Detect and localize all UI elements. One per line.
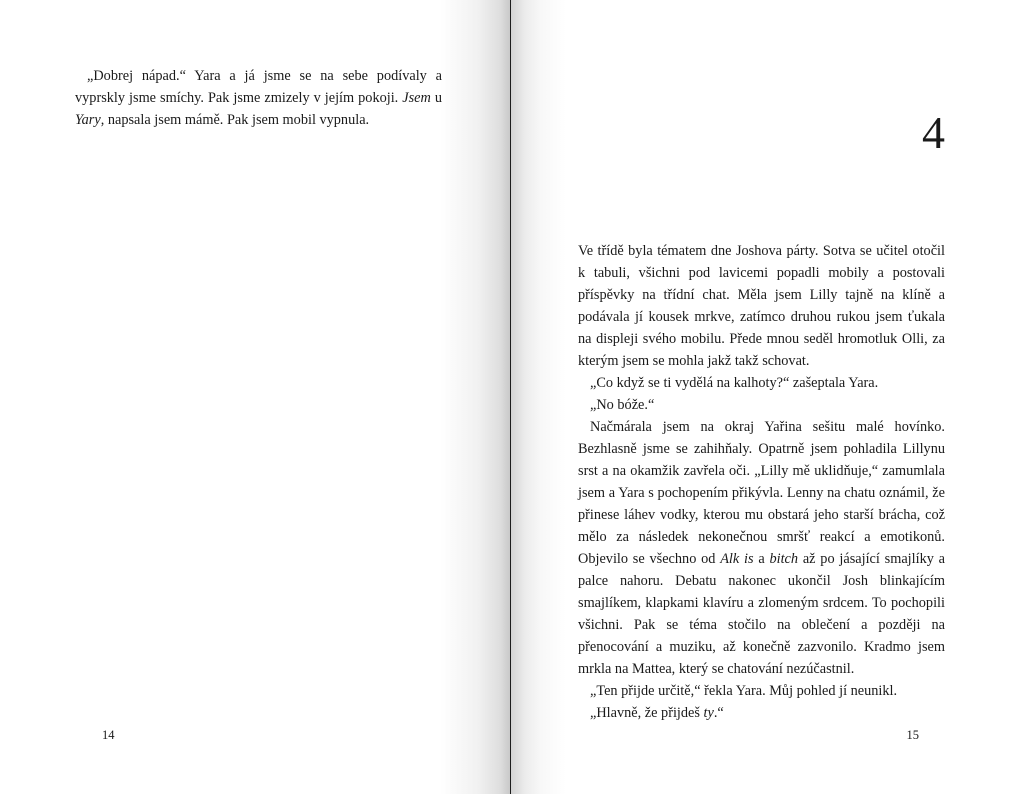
text-run: „Ten přijde určitě,“ řekla Yara. Můj pohled jí neunikl.	[590, 683, 898, 699]
paragraph	[578, 372, 945, 394]
text-run: .“	[713, 705, 724, 721]
paragraph	[75, 65, 442, 131]
text-run: „Hlavně, že přijdeš	[590, 705, 704, 721]
text-run: Ve třídě byla tématem dne Joshova párty. Sotva se učitel otočil k tabuli, všichni pod lavicemi popadli mobily a postovali příspěvky na třídní chat. Měla jsem Lilly tajně na klíně a podávala jí kousek mrkve, zatímco druhou rukou jsem ťukala na displeji svého mobilu. Přede mnou seděl hromotluk Olli, za kterým jsem se mohla jakž takž schovat.	[578, 243, 945, 369]
text-run: „Co když se ti vydělá na kalhoty?“ zašeptala Yara.	[590, 375, 879, 391]
page-number-left: 14	[102, 728, 115, 742]
paragraph	[578, 394, 945, 416]
paragraph	[578, 702, 945, 724]
page-number-right: 15	[906, 728, 919, 742]
paragraph	[578, 416, 945, 680]
paragraph	[578, 680, 945, 702]
chapter-number: 4	[922, 107, 945, 158]
text-run: , napsala jsem mámě. Pak jsem mobil vypnula.	[100, 112, 370, 128]
left-page-body	[75, 65, 442, 131]
italic-text: ty	[703, 705, 714, 721]
text-run: „No bóže.“	[590, 397, 655, 413]
text-run: „Dobrej nápad.“ Yara a já jsme se na sebe podívaly a vyprskly jsme smíchy. Pak jsme zmizely v jejím pokoji.	[75, 68, 442, 106]
right-page	[511, 0, 1021, 794]
text-run: a	[753, 551, 770, 567]
text-run: Načmárala jsem na okraj Yařina sešitu malé hovínko. Bezhlasně jsme se zahihňaly. Opatrně jsem pohladila Lillynu srst a na okamžik zavřela oči. „Lilly mě uklidňuje,“ zamumlala jsem a Yara s pochopením přikývla. Lenny na chatu oznámil, že přinese láhev vodky, kterou mu obstará jeho starší brácha, což mělo za následek nekonečnou smršť reakcí a emotikonů. Objevilo se všechno od	[578, 419, 945, 567]
italic-text: bitch	[769, 551, 799, 567]
right-page-body	[578, 240, 945, 724]
text-run: u	[430, 90, 442, 106]
text-run: až po jásající smajlíky a palce nahoru. Debatu nakonec ukončil Josh blinkajícím smajlíkem, klapkami klavíru a zlomeným srdcem. To pochopili všichni. Pak se téma stočilo na oblečení a později na přenocování a muziku, až konečně zazvonilo. Kradmo jsem mrkla na Mattea, který se chatování nezúčastnil.	[578, 551, 946, 677]
italic-text: Yary	[75, 112, 101, 128]
paragraph	[578, 240, 945, 372]
italic-text: Jsem	[402, 90, 431, 106]
italic-text: Alk is	[720, 551, 754, 567]
